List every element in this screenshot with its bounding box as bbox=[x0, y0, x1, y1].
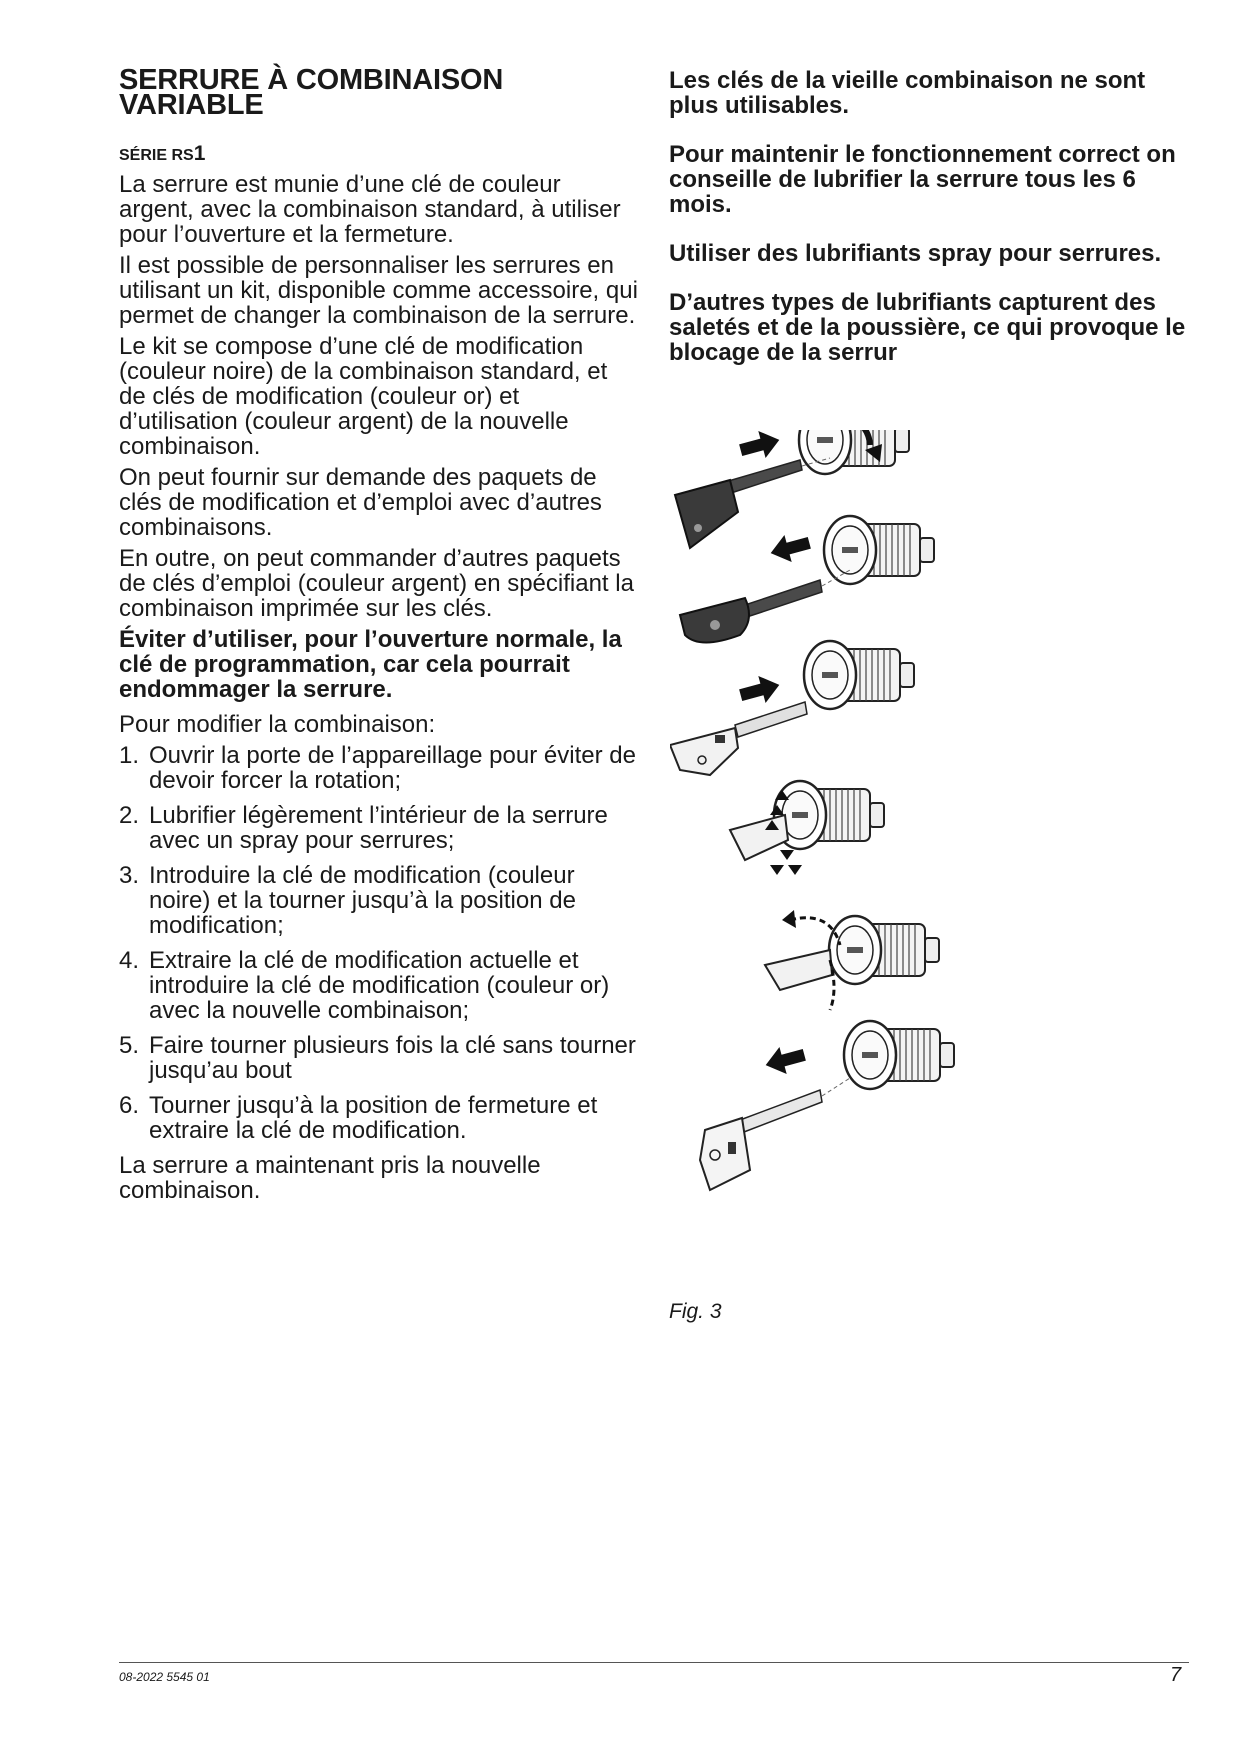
warning-text: Éviter d’utiliser, pour l’ouverture normale, la clé de programmation, car cela pourrait endommager la serrure. bbox=[119, 626, 622, 703]
list-item: 5. Faire tourner plusieurs fois la clé sans tourner jusqu’au bout bbox=[119, 1032, 636, 1084]
right-column bbox=[669, 68, 1189, 389]
section-title bbox=[119, 64, 639, 121]
black-key-icon bbox=[675, 458, 830, 548]
series-number: 1 bbox=[193, 142, 206, 165]
list-item: 6. Tourner jusqu’à la position de fermeture et extraire la clé de modification. bbox=[119, 1092, 598, 1144]
note-old-keys: Les clés de la vieille combinaison ne sont plus utilisables. bbox=[669, 67, 1146, 119]
steps-intro: Pour modifier la combinaison: bbox=[119, 711, 436, 738]
conclusion-text: La serrure a maintenant pris la nouvelle combinaison. bbox=[119, 1152, 541, 1204]
footer-divider bbox=[119, 1662, 1189, 1663]
section-title-line2: VARIABLE bbox=[119, 89, 264, 121]
page-number: 7 bbox=[1170, 1664, 1182, 1686]
note-other-lubricants: D’autres types de lubrifiants capturent des saletés et de la poussière, ce qui provoque le blocage de la serrur bbox=[669, 289, 1186, 366]
lock-illustration bbox=[670, 430, 1190, 1270]
paragraph-1: La serrure est munie d’une clé de couleur argent, avec la combinaison standard, à utiliser pour l’ouverture et la fermeture. bbox=[119, 171, 621, 248]
gold-key-icon bbox=[670, 702, 807, 775]
list-item: 3. Introduire la clé de modification (couleur noire) et la tourner jusqu’à la position de modification; bbox=[119, 862, 576, 939]
list-item: 2. Lubrifier légèrement l’intérieur de la serrure avec un spray pour serrures; bbox=[119, 802, 608, 854]
list-item: 4. Extraire la clé de modification actuelle et introduire la clé de modification (couleur or) avec la nouvelle combinaison; bbox=[119, 947, 610, 1024]
left-column bbox=[119, 64, 639, 1209]
document-code: 08-2022 5545 01 bbox=[119, 1670, 210, 1684]
paragraph-3: Le kit se compose d’une clé de modification (couleur noire) de la combinaison standard, et de clés de modification (couleur or) et d’utilisation (couleur argent) de la nouvelle combinaison. bbox=[119, 333, 608, 460]
rotate-arrow-icon bbox=[765, 910, 840, 1010]
figure-caption: Fig. 3 bbox=[669, 1300, 722, 1323]
steps-list bbox=[119, 743, 639, 1143]
black-key-icon bbox=[680, 570, 850, 643]
paragraph-4: On peut fournir sur demande des paquets de clés de modification et d’emploi avec d’autres combinaisons. bbox=[119, 464, 602, 541]
section-title-line1: SERRURE À COMBINAISON bbox=[119, 64, 504, 96]
paragraph-2: Il est possible de personnaliser les serrures en utilisant un kit, disponible comme accessoire, qui permet de changer la combinaison de la serrure. bbox=[119, 252, 638, 329]
note-maintenance: Pour maintenir le fonctionnement correct on conseille de lubrifier la serrure tous les 6 mois. bbox=[669, 141, 1176, 218]
silver-key-icon bbox=[700, 1078, 850, 1190]
paragraph-5: En outre, on peut commander d’autres paquets de clés d’emploi (couleur argent) en spécifiant la combinaison imprimée sur les clés. bbox=[119, 545, 634, 622]
list-item: 1. Ouvrir la porte de l’appareillage pour éviter de devoir forcer la rotation; bbox=[119, 742, 636, 794]
note-lubricant: Utiliser des lubrifiants spray pour serrures. bbox=[669, 240, 1162, 267]
series-label bbox=[119, 142, 639, 168]
series-text: SÉRIE RS bbox=[119, 147, 194, 164]
